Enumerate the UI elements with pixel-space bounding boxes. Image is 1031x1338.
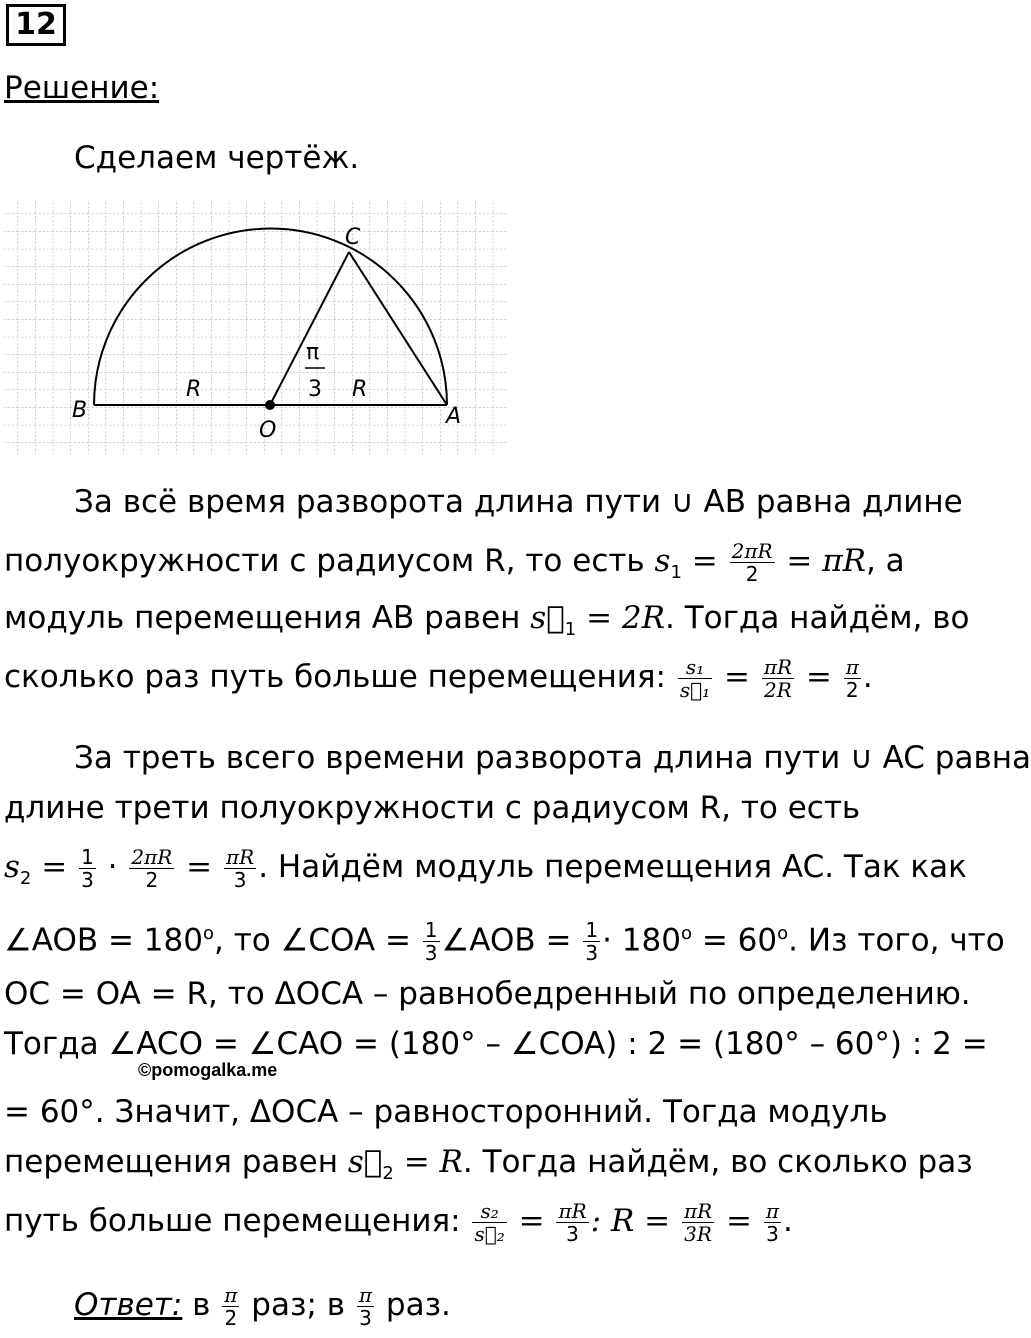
watermark: ©pomogalka.me — [138, 1060, 278, 1080]
p2-line2: длине трети полуокружности с радиусом R, то есть — [4, 790, 861, 826]
center-point-o — [265, 400, 275, 410]
frac-2piR-2: $\frac{2\pi R}{2}$ — [731, 539, 773, 586]
p1-line1: За всё время разворота длина пути ∪ AB равна длине — [74, 484, 963, 520]
label-r-right: R — [352, 377, 368, 402]
p2-line4: ∠AOB = $180^o$, то ∠COA = $\frac{1}{3}$ ∠AOB = $\frac{1}{3}$ · $180^o = 60^o$. Из того, что — [4, 918, 1005, 966]
p2-line9: путь больше перемещения: $\frac{\text{s₂}}{\text{s⃗₂}}$ = $\frac{\pi R}{3}$ : R = $\frac{\pi R}{3R}$ = $\frac{\pi}{3}$ . — [4, 1199, 793, 1246]
p1-line3: модуль перемещения AB равен $s⃗_1 = 2R$. Тогда найдём, во — [4, 600, 970, 641]
p2-line8: перемещения равен $s⃗_2 = R$. Тогда найдём, во сколько раз — [4, 1144, 973, 1185]
label-r-left: R — [186, 377, 202, 402]
label-c: C — [345, 225, 361, 250]
solution-heading: Решение: — [4, 70, 160, 106]
p2-line7: = 60°. Значит, ΔOCA – равносторонний. Тогда модуль — [4, 1094, 888, 1130]
geometry-figure — [0, 196, 520, 458]
task-number: 12 — [6, 4, 66, 46]
label-o: O — [259, 418, 277, 443]
p2-line6: Тогда ∠ACO = ∠CAO = (180° – ∠COA) : 2 = (180° – 60°) : 2 = — [4, 1026, 988, 1062]
p1-line4: сколько раз путь больше перемещения: $\frac{\text{s₁}}{\text{s⃗₁}}$ = $\frac{\pi R}{2R}$ = $\frac{\pi}{2}$ . — [4, 655, 873, 702]
angle-denominator: 3 — [308, 377, 322, 402]
label-a: A — [446, 404, 462, 429]
angle-numerator: π — [306, 340, 320, 365]
label-b: B — [72, 398, 88, 423]
p1-line2: полуокружности с радиусом R, то есть $s_1$ = $\frac{2\pi R}{2}$ = πR, а — [4, 539, 905, 586]
p2-line5: OC = OA = R, то ΔOCA – равнобедренный по определению. — [4, 976, 971, 1012]
answer-line: Ответ: в $\frac{\pi}{2}$ раз; в $\frac{\pi}{3}$ раз. — [74, 1283, 451, 1330]
intro-text: Сделаем чертёж. — [74, 140, 360, 176]
p2-line3: $s_2$ = $\frac{1}{3}$ · $\frac{2\pi R}{2}$ = $\frac{\pi R}{3}$ . Найдём модуль перемещения AC. Так как — [4, 845, 967, 892]
p2-line1: За треть всего времени разворота длина пути ∪ AC равна — [74, 740, 1031, 776]
answer-label: Ответ: — [74, 1287, 183, 1323]
